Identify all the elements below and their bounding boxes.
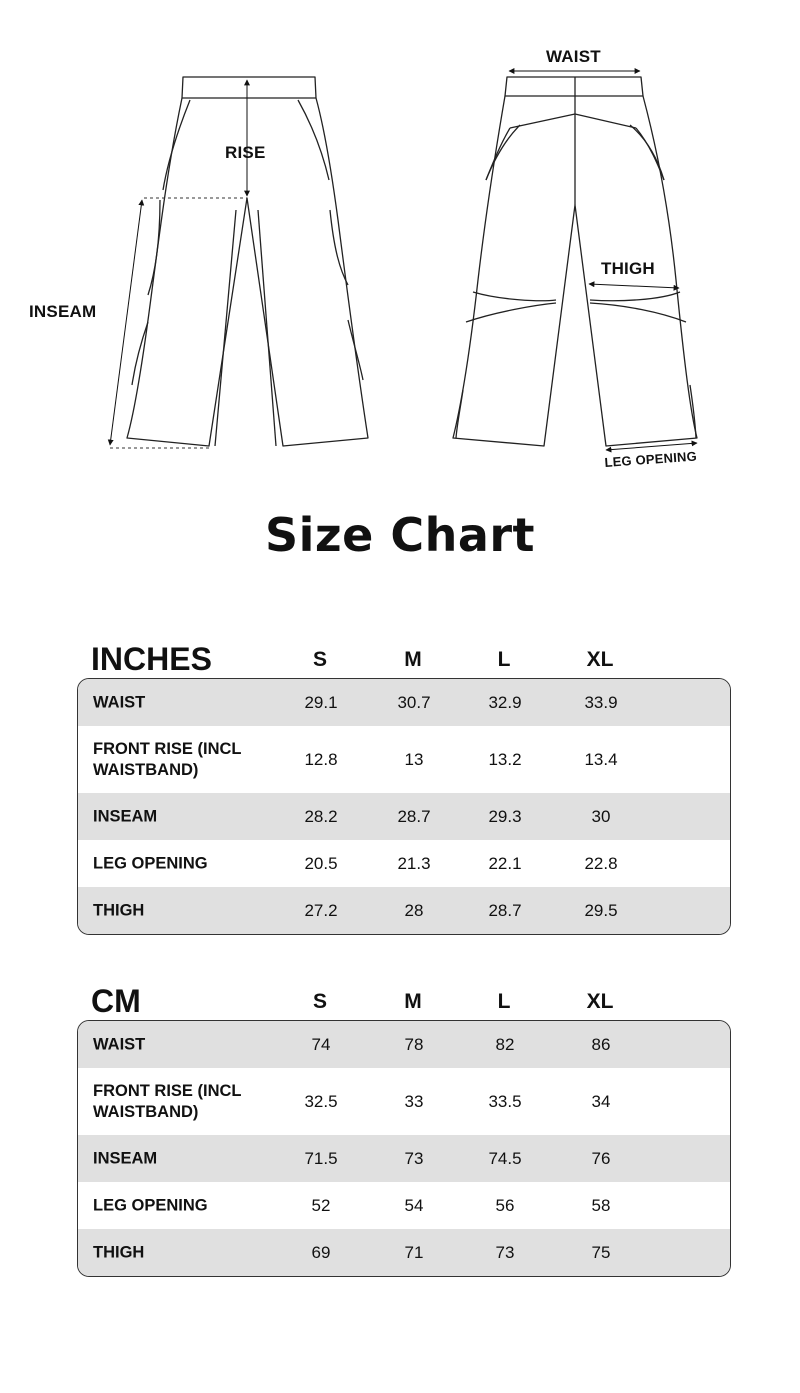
table-row xyxy=(78,840,730,887)
table-cell: 13.2 xyxy=(488,749,522,769)
table-cell: 58 xyxy=(591,1195,611,1215)
row-label: FRONT RISE (INCL WAISTBAND) xyxy=(93,1081,242,1121)
row-label: WAIST xyxy=(93,693,146,711)
table-cell: 29.1 xyxy=(304,692,338,712)
table-cell: 20.5 xyxy=(304,853,338,873)
table-cell: 28 xyxy=(404,900,424,920)
table-cell: 74 xyxy=(311,1034,331,1054)
table-header xyxy=(77,982,731,1020)
row-label: INSEAM xyxy=(93,807,158,825)
table-cell: 29.3 xyxy=(488,806,522,826)
table-cell: 28.2 xyxy=(304,806,338,826)
table-cell: 34 xyxy=(591,1091,611,1111)
table-cell: 69 xyxy=(311,1242,331,1262)
row-label: LEG OPENING xyxy=(93,1196,208,1214)
table-cell: 29.5 xyxy=(584,900,618,920)
table-cell: 73 xyxy=(495,1242,515,1262)
table-cell: 54 xyxy=(404,1195,424,1215)
table-cell: 73 xyxy=(404,1148,424,1168)
inches-size-table xyxy=(77,640,731,935)
table-row xyxy=(78,1068,730,1135)
table-body xyxy=(77,1020,731,1277)
table-row xyxy=(78,1021,730,1068)
row-label: WAIST xyxy=(93,1035,146,1053)
table-cell: 75 xyxy=(591,1242,611,1262)
table-row xyxy=(78,726,730,793)
table-row xyxy=(78,679,730,726)
inseam-label: INSEAM xyxy=(29,302,97,321)
table-cell: 56 xyxy=(495,1195,515,1215)
table-cell: 22.8 xyxy=(584,853,618,873)
table-cell: 28.7 xyxy=(488,900,522,920)
back-pants-drawing xyxy=(453,77,697,446)
table-body xyxy=(77,678,731,935)
table-cell: 86 xyxy=(591,1034,611,1054)
table-cell: 82 xyxy=(495,1034,515,1054)
size-header-m: M xyxy=(404,990,422,1013)
row-label: THIGH xyxy=(93,1243,145,1261)
table-row xyxy=(78,1135,730,1182)
unit-label: CM xyxy=(91,983,141,1019)
waist-label: WAIST xyxy=(546,47,601,66)
rise-label: RISE xyxy=(225,143,266,162)
row-label: INSEAM xyxy=(93,1149,158,1167)
size-header-l: L xyxy=(497,990,511,1013)
table-row xyxy=(78,887,730,934)
table-cell: 74.5 xyxy=(488,1148,522,1168)
size-header-l: L xyxy=(497,648,511,671)
table-cell: 78 xyxy=(404,1034,424,1054)
table-cell: 21.3 xyxy=(397,853,431,873)
row-label: LEG OPENING xyxy=(93,854,208,872)
table-cell: 33 xyxy=(404,1091,424,1111)
leg-opening-label: LEG OPENING xyxy=(604,448,698,470)
size-header-xl: XL xyxy=(586,648,614,671)
table-cell: 52 xyxy=(311,1195,331,1215)
table-cell: 12.8 xyxy=(304,749,338,769)
table-cell: 13.4 xyxy=(584,749,618,769)
table-cell: 33.9 xyxy=(584,692,618,712)
table-row xyxy=(78,1229,730,1276)
table-cell: 28.7 xyxy=(397,806,431,826)
unit-label: INCHES xyxy=(91,641,212,677)
table-cell: 76 xyxy=(591,1148,611,1168)
table-cell: 22.1 xyxy=(488,853,522,873)
page-title: Size Chart xyxy=(264,508,536,562)
table-row xyxy=(78,1182,730,1229)
table-cell: 33.5 xyxy=(488,1091,522,1111)
row-label: FRONT RISE (INCL WAISTBAND) xyxy=(93,739,242,779)
thigh-label: THIGH xyxy=(601,259,655,278)
size-header-xl: XL xyxy=(586,990,614,1013)
size-header-s: S xyxy=(312,648,327,671)
table-cell: 27.2 xyxy=(304,900,338,920)
row-label: THIGH xyxy=(93,901,145,919)
table-cell: 13 xyxy=(404,749,424,769)
table-cell: 30.7 xyxy=(397,692,431,712)
table-header xyxy=(77,640,731,678)
table-cell: 71 xyxy=(404,1242,424,1262)
table-cell: 30 xyxy=(591,806,611,826)
table-cell: 32.9 xyxy=(488,692,522,712)
size-header-m: M xyxy=(404,648,422,671)
table-cell: 32.5 xyxy=(304,1091,338,1111)
table-cell: 71.5 xyxy=(304,1148,338,1168)
size-header-s: S xyxy=(312,990,327,1013)
pants-measurement-diagram xyxy=(0,0,800,490)
table-row xyxy=(78,793,730,840)
cm-size-table xyxy=(77,982,731,1277)
